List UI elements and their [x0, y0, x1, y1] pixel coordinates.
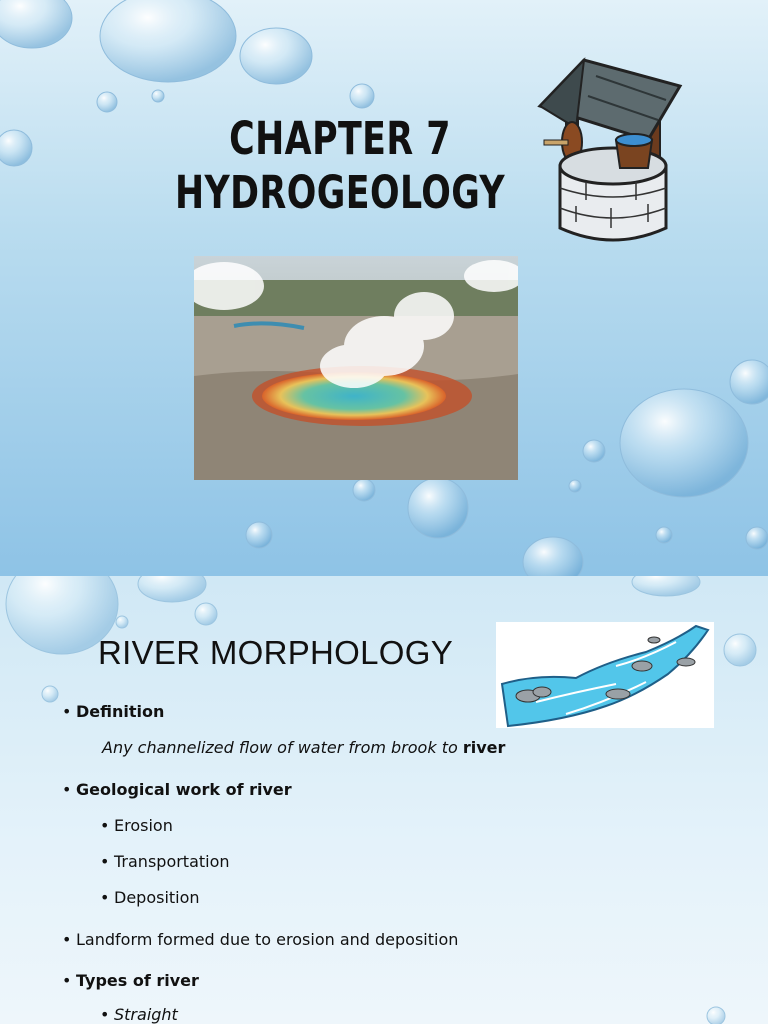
title-line-2: HYDROGEOLOGY	[174, 166, 506, 219]
slide-1-title	[168, 112, 512, 220]
definition-bold-word: river	[462, 738, 506, 757]
title-line-1: CHAPTER 7	[229, 112, 451, 165]
types-label: Types of river	[76, 971, 199, 990]
sub-bullet-transportation	[100, 852, 230, 871]
bullet-glyph: •	[62, 971, 72, 990]
river-clipart-image	[496, 622, 714, 728]
bullet-glyph: •	[62, 930, 72, 949]
definition-label: Definition	[76, 702, 165, 721]
bullet-glyph: •	[100, 1005, 110, 1024]
definition-text-line	[102, 738, 505, 757]
bullet-glyph: •	[100, 888, 110, 907]
type-item-text: Straight	[114, 1005, 178, 1024]
bullet-geological-work	[62, 780, 292, 799]
sub-item-text: Erosion	[114, 816, 173, 835]
sub-bullet-straight	[100, 1005, 178, 1024]
geological-work-label: Geological work of river	[76, 780, 292, 799]
geyser-hot-spring-image	[194, 256, 518, 480]
bullet-definition	[62, 702, 164, 721]
landform-text: Landform formed due to erosion and deposition	[76, 930, 459, 949]
sub-bullet-deposition	[100, 888, 200, 907]
slide-2-title: RIVER MORPHOLOGY	[98, 634, 454, 671]
sub-item-text: Deposition	[114, 888, 200, 907]
bullet-types-of-river	[62, 971, 199, 990]
slide-2	[0, 576, 768, 1024]
bullet-landform	[62, 930, 458, 949]
bullet-glyph: •	[100, 852, 110, 871]
sub-item-text: Transportation	[114, 852, 230, 871]
definition-text: Any channelized flow of water from brook to	[102, 738, 463, 757]
bullet-glyph: •	[62, 702, 72, 721]
sub-bullet-erosion	[100, 816, 173, 835]
bullet-glyph: •	[62, 780, 72, 799]
bullet-glyph: •	[100, 816, 110, 835]
wishing-well-icon	[536, 56, 686, 246]
